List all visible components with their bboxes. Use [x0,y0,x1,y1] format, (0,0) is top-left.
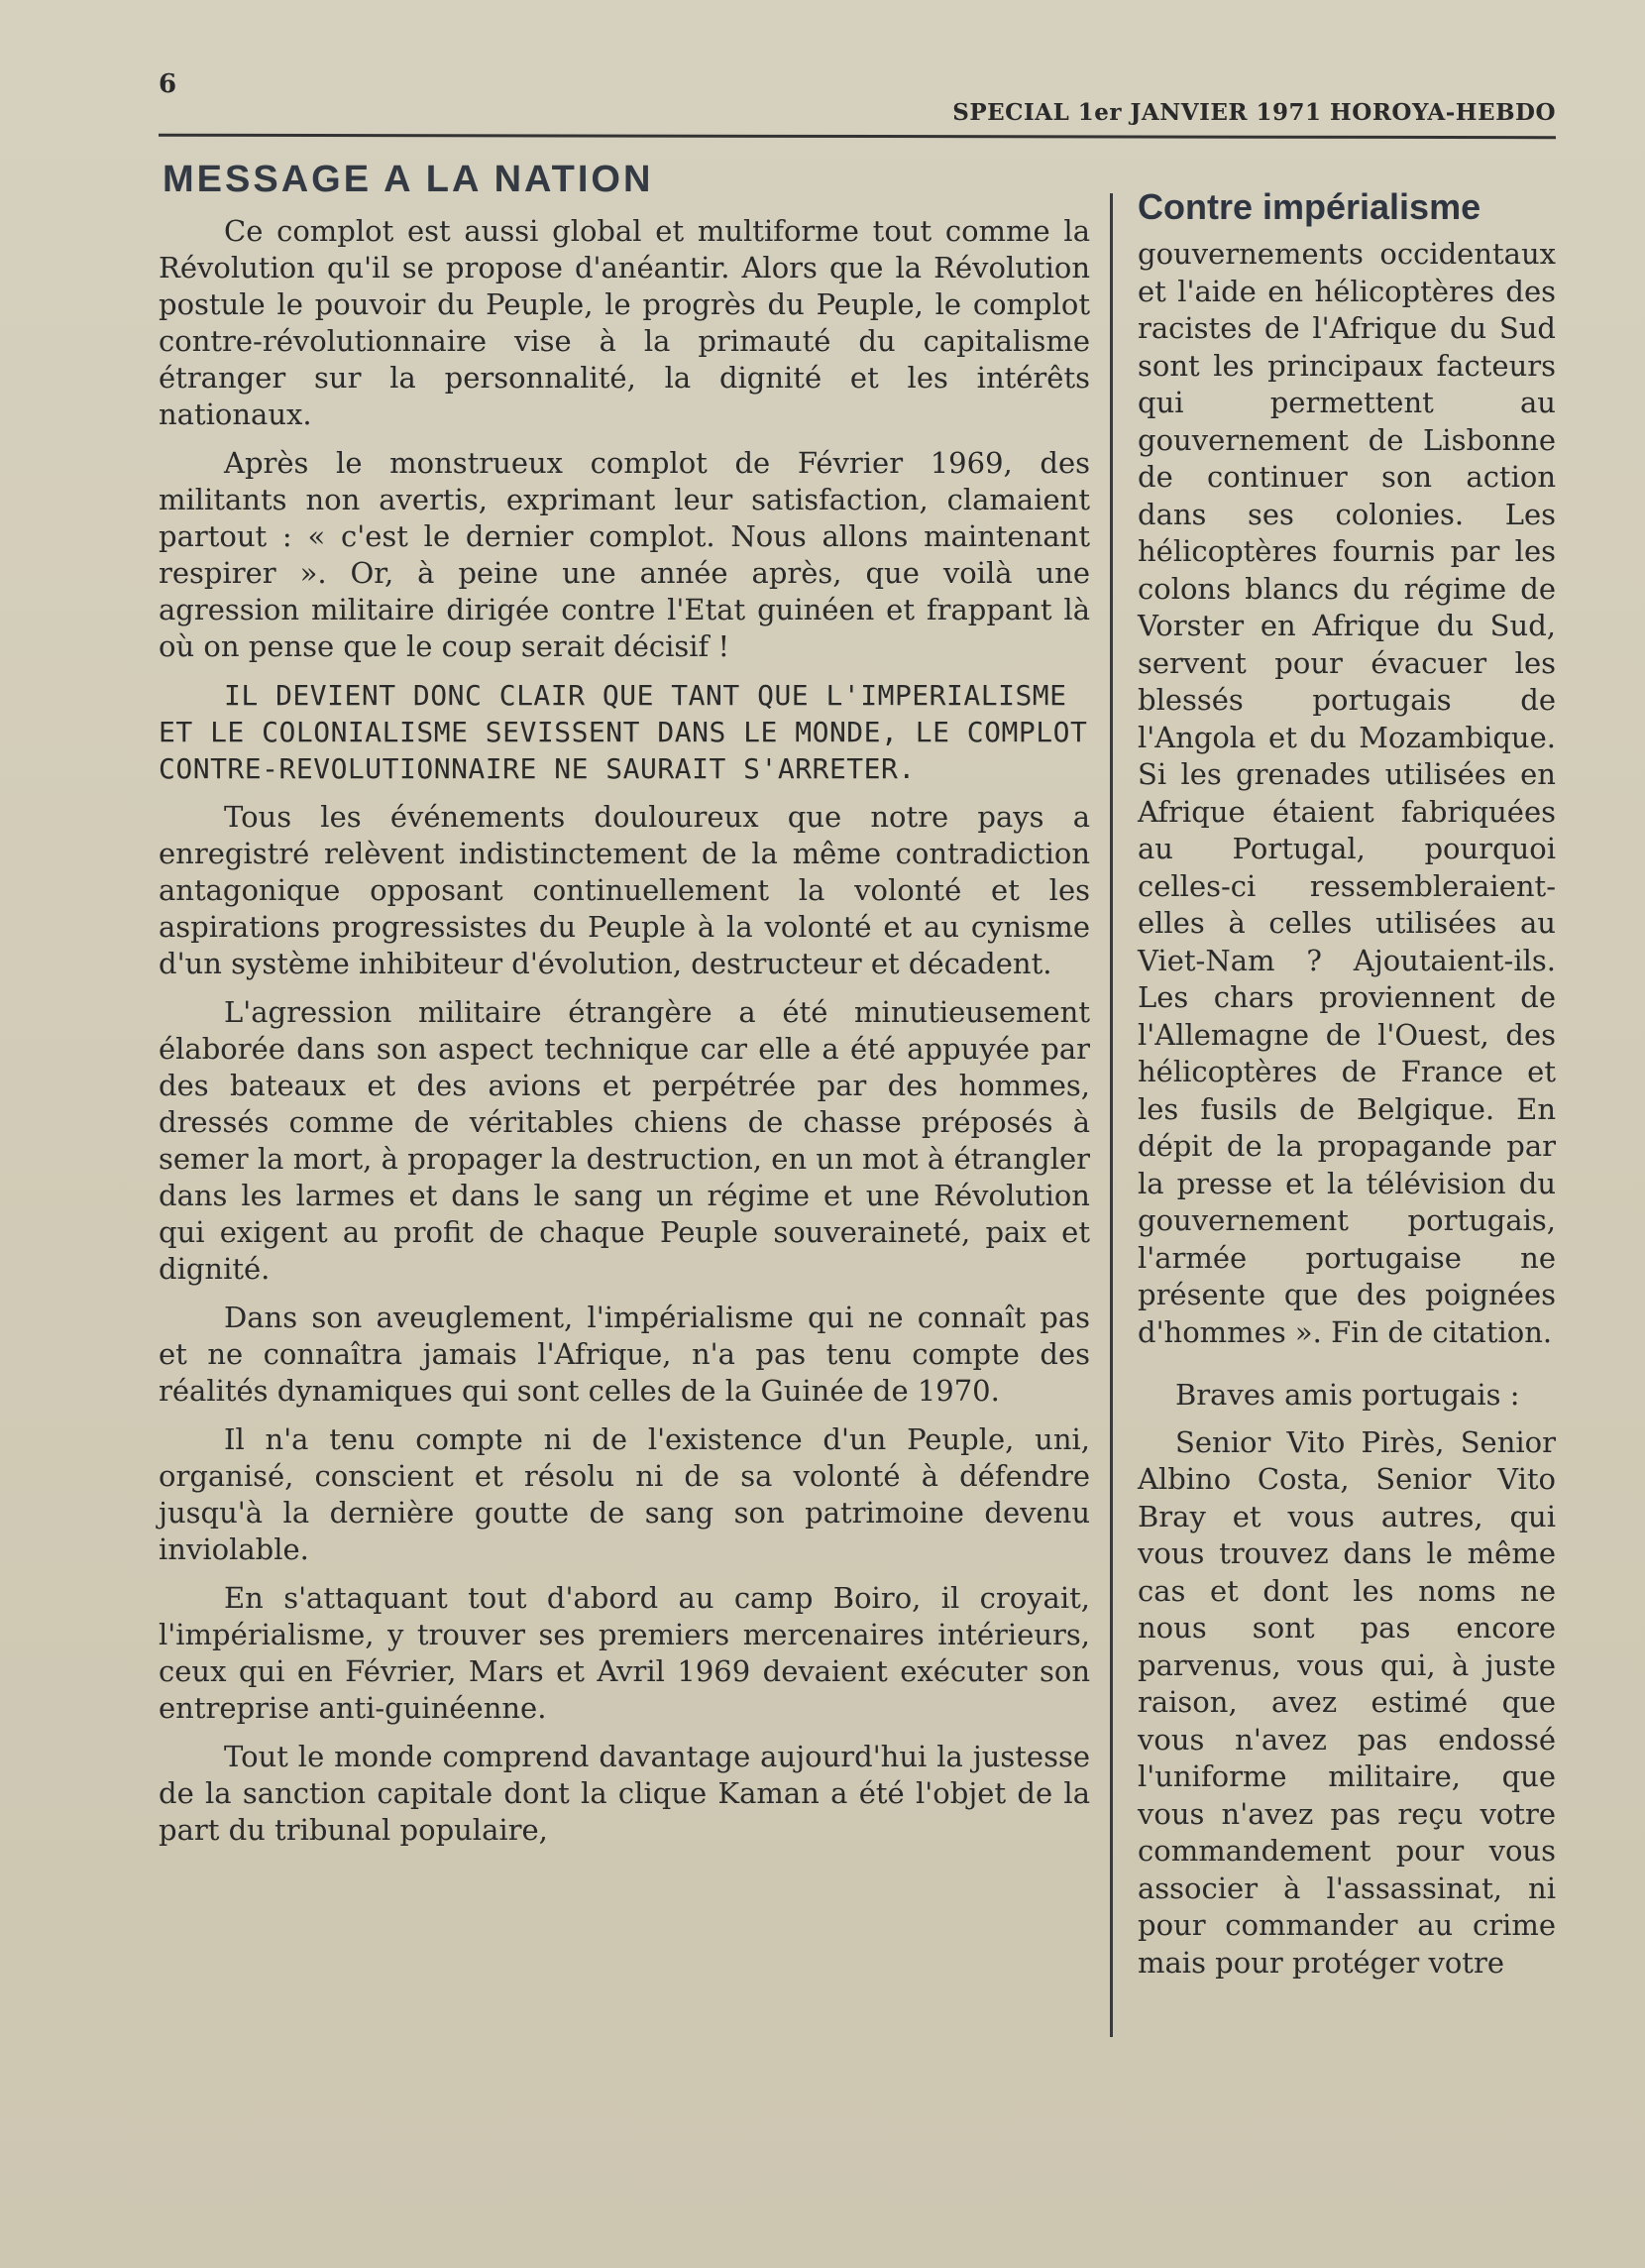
article-headline: MESSAGE A LA NATION [163,159,654,200]
column-divider [1110,193,1113,2037]
column-paragraph: gouvernements occidentaux et l'aide en hélicoptères des racistes de l'Afrique du Sud sont les principaux facteurs qui permettent au gouvernement de Lisbonne de continuer son action dans ses colonies. Les hélicoptères fournis par les colons blancs du régime de Vorster en Afrique du Sud, servent pour évacuer les blessés portugais de l'Angola et du Mozambique. Si les grenades utilisées en Afrique étaient fabriquées au Portugal, pourquoi celles-ci ressembleraient-elles à celles utilisées au Viet-Nam ? Ajoutaient-ils. Les chars proviennent de l'Allemagne de l'Ouest, des hélicoptères de France et les fusils de Belgique. En dépit de la propagande par la presse et la télévision du gouvernement portugais, l'armée portugaise ne présente que des poignées d'hommes ». Fin de citation. [1138,237,1556,1349]
article-paragraph: Après le monstrueux complot de Février 1969, des militants non avertis, exprimant leur satisfaction, clamaient partout : « c'est le dernier complot. Nous allons maintenant respirer ». Or, à peine une année après, que voilà une agression militaire dirigée contre l'Etat guinéen et frappant là où on pense que le coup serait décisif ! [159,446,1090,663]
column-headline: Contre impérialisme [1138,186,1481,227]
article-paragraph: L'agression militaire étrangère a été minutieusement élaborée dans son aspect technique car elle a été appuyée par des bateaux et des avions et perpétrée par des hommes, dressés comme de véritables chiens de chasse préposés à semer la mort, à propager la destruction, en un mot à étrangler dans les larmes et dans le sang un régime et une Révolution qui exigent au profit de chaque Peuple souveraineté, paix et dignité. [159,995,1090,1286]
header-rule [159,134,1556,139]
article-paragraph: Tout le monde comprend davantage aujourd'hui la justesse de la sanction capitale dont la clique Kaman a été l'objet de la part du tribunal populaire, [159,1740,1090,1847]
article-paragraph: Tous les événements douloureux que notre pays a enregistré relèvent indistinctement de la même contradiction antagonique opposant continuellement la volonté et les aspirations progressistes du Peuple à la volonté et au cynisme d'un système inhibiteur d'évolution, destructeur et décadent. [159,800,1090,980]
article-paragraph-emphasis: IL DEVIENT DONC CLAIR QUE TANT QUE L'IMPERIALISME ET LE COLONIALISME SEVISSENT DANS LE MONDE, LE COMPLOT CONTRE-REVOLUTIONNAIRE NE SAURAIT S'ARRETER. [159,679,1088,785]
right-column [1138,186,1556,1991]
page-number: 6 [159,69,177,99]
article-paragraph: En s'attaquant tout d'abord au camp Boiro, il croyait, l'impérialisme, y trouver ses premiers mercenaires intérieurs, ceux qui en Février, Mars et Avril 1969 devaient exécuter son entreprise anti-guinéenne. [159,1581,1090,1725]
running-header: SPECIAL 1er JANVIER 1971 HOROYA-HEBDO [952,99,1556,126]
column-salutation: Braves amis portugais : [1175,1378,1520,1412]
article-paragraph: Ce complot est aussi global et multiforme tout comme la Révolution qu'il se propose d'anéantir. Alors que la Révolution postule le pouvoir du Peuple, le progrès du Peuple, le complot contre-révolutionnaire vise à la primauté du capitalisme étranger sur la personnalité, la dignité et les intérêts nationaux. [159,214,1090,431]
left-column [159,159,1090,1861]
article-paragraph: Dans son aveuglement, l'impérialisme qui ne connaît pas et ne connaîtra jamais l'Afrique, n'a pas tenu compte des réalités dynamiques qui sont celles de la Guinée de 1970. [159,1301,1090,1408]
article-paragraph: Il n'a tenu compte ni de l'existence d'un Peuple, uni, organisé, conscient et résolu ni de sa volonté à défendre jusqu'à la dernière goutte de sang son patrimoine devenu inviolable. [159,1422,1090,1566]
column-paragraph: Senior Vito Pirès, Senior Albino Costa, Senior Vito Bray et vous autres, qui vous trouvez dans le même cas et dont les noms ne nous sont pas encore parvenus, vous qui, à juste raison, avez estimé que vous n'avez pas endossé l'uniforme militaire, que vous n'avez pas reçu votre commandement pour vous associer à l'assassinat, ni pour commander au crime mais pour protéger votre [1138,1424,1556,1980]
